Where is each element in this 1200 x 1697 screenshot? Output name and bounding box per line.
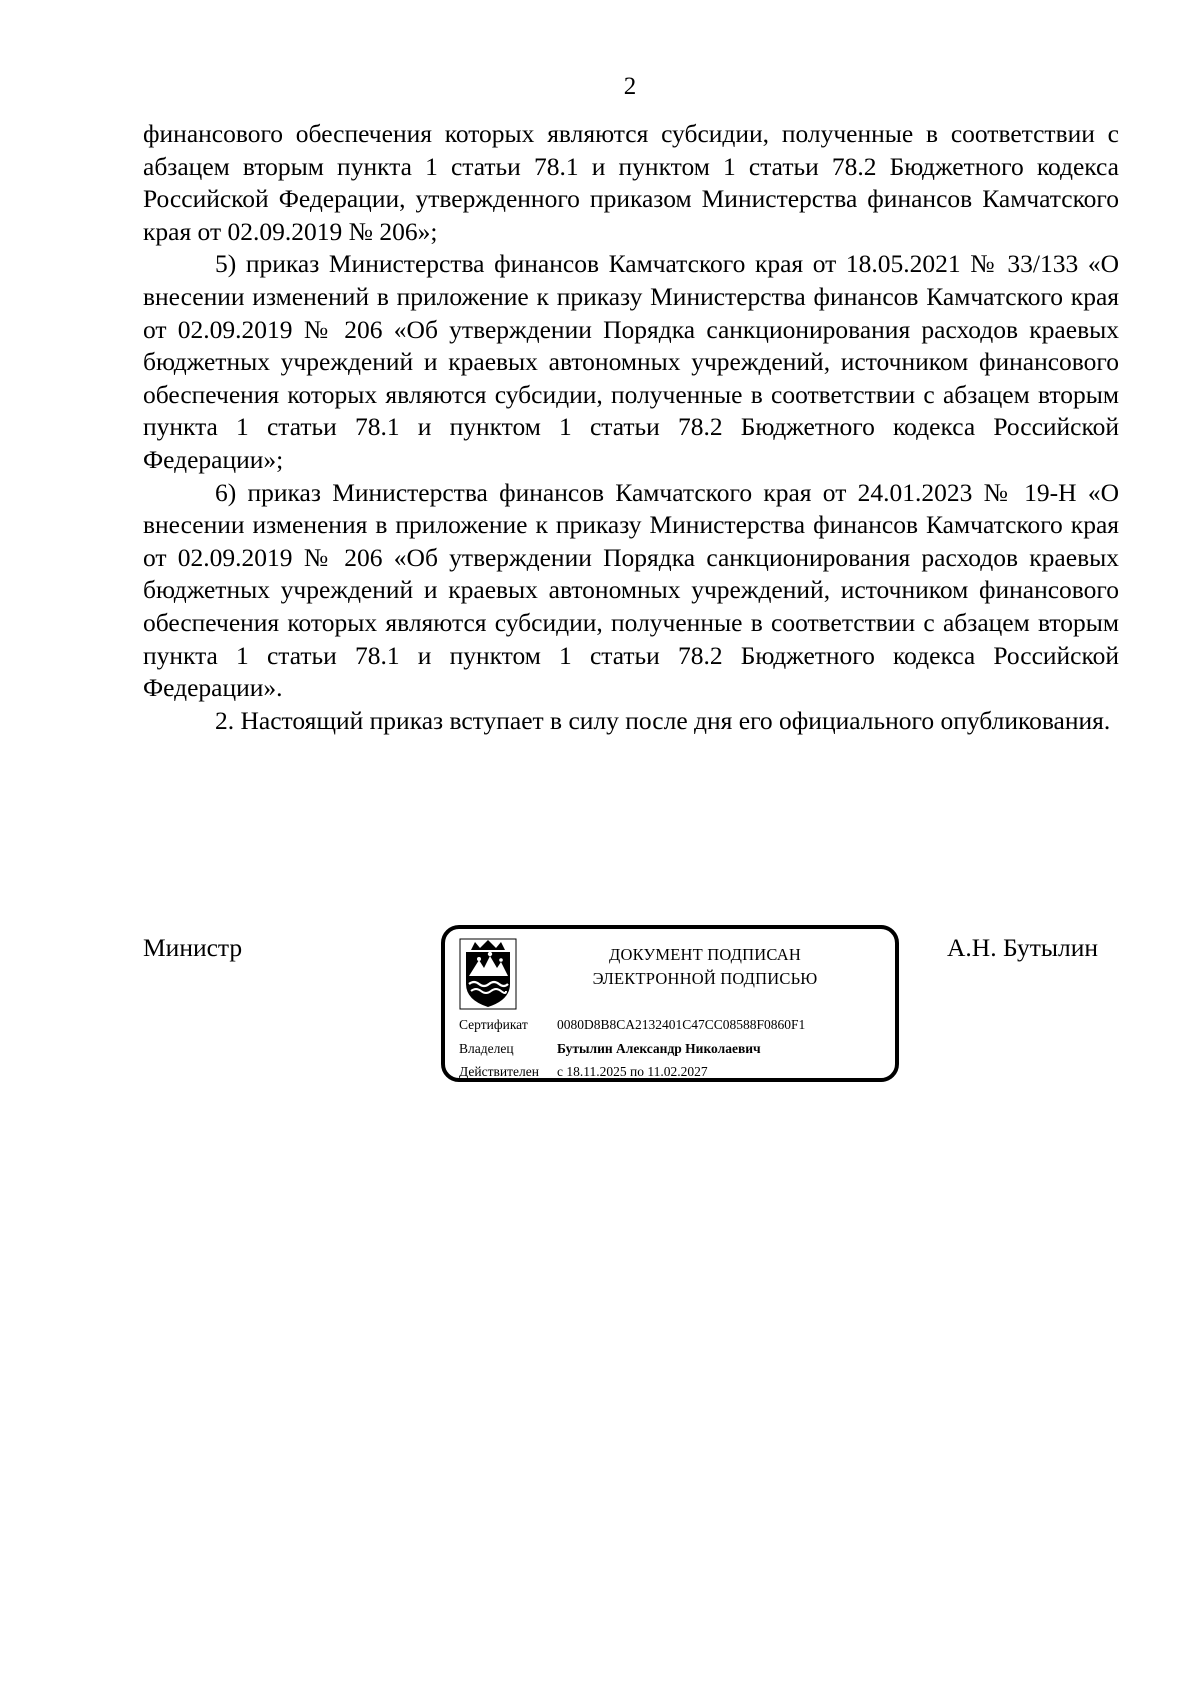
signature-block <box>0 925 1200 1095</box>
document-body <box>143 118 1119 737</box>
stamp-validity-row <box>459 1062 708 1082</box>
stamp-header-line-1: ДОКУМЕНТ ПОДПИСАН <box>609 945 801 964</box>
stamp-certificate-row <box>459 1015 805 1035</box>
signer-name: А.Н. Бутылин <box>947 933 1099 962</box>
certificate-value: 0080D8B8CA2132401C47CC08588F0860F1 <box>557 1017 806 1032</box>
validity-value: с 18.11.2025 по 11.02.2027 <box>557 1064 708 1079</box>
certificate-label: Сертификат <box>459 1017 528 1032</box>
paragraph-continuation: финансового обеспечения которых являются субсидии, полученные в соответствии с абзацем вторым пункта 1 статьи 78.1 и пунктом 1 статьи 78.2 Бюджетного кодекса Российской Федерации, утвержденного приказом Министерства финансов Камчатского края от 02.09.2019 № 206»; <box>143 119 1119 246</box>
kamchatka-coat-of-arms-icon <box>459 938 517 1010</box>
paragraph-item-6: 6) приказ Министерства финансов Камчатского края от 24.01.2023 № 19-Н «О внесении изменения в приложение к приказу Министерства финансов Камчатского края от 02.09.2019 № 206 «Об утверждении Порядка санкционирования расходов краевых бюджетных учреждений и краевых автономных учреждений, источником финансового обеспечения которых являются субсидии, полученные в соответствии с абзацем вторым пункта 1 статьи 78.1 и пунктом 1 статьи 78.2 Бюджетного кодекса Российской Федерации». <box>143 477 1119 703</box>
signer-position: Министр <box>143 933 243 962</box>
page-number: 2 <box>623 73 637 100</box>
paragraph-item-5: 5) приказ Министерства финансов Камчатского края от 18.05.2021 № 33/133 «О внесении изменений в приложение к приказу Министерства финансов Камчатского края от 02.09.2019 № 206 «Об утверждении Порядка санкционирования расходов краевых бюджетных учреждений и краевых автономных учреждений, источником финансового обеспечения которых являются субсидии, полученные в соответствии с абзацем вторым пункта 1 статьи 78.1 и пунктом 1 статьи 78.2 Бюджетного кодекса Российской Федерации»; <box>143 249 1119 474</box>
stamp-header <box>525 943 885 991</box>
validity-label: Действителен <box>459 1064 539 1079</box>
stamp-owner-row <box>459 1039 761 1059</box>
paragraph-clause-2: 2. Настоящий приказ вступает в силу после дня его официального опубликования. <box>215 705 1111 735</box>
electronic-signature-stamp <box>441 925 899 1082</box>
stamp-header-line-2: ЭЛЕКТРОННОЙ ПОДПИСЬЮ <box>592 969 818 988</box>
owner-value: Бутылин Александр Николаевич <box>557 1041 761 1056</box>
owner-label: Владелец <box>459 1041 514 1056</box>
